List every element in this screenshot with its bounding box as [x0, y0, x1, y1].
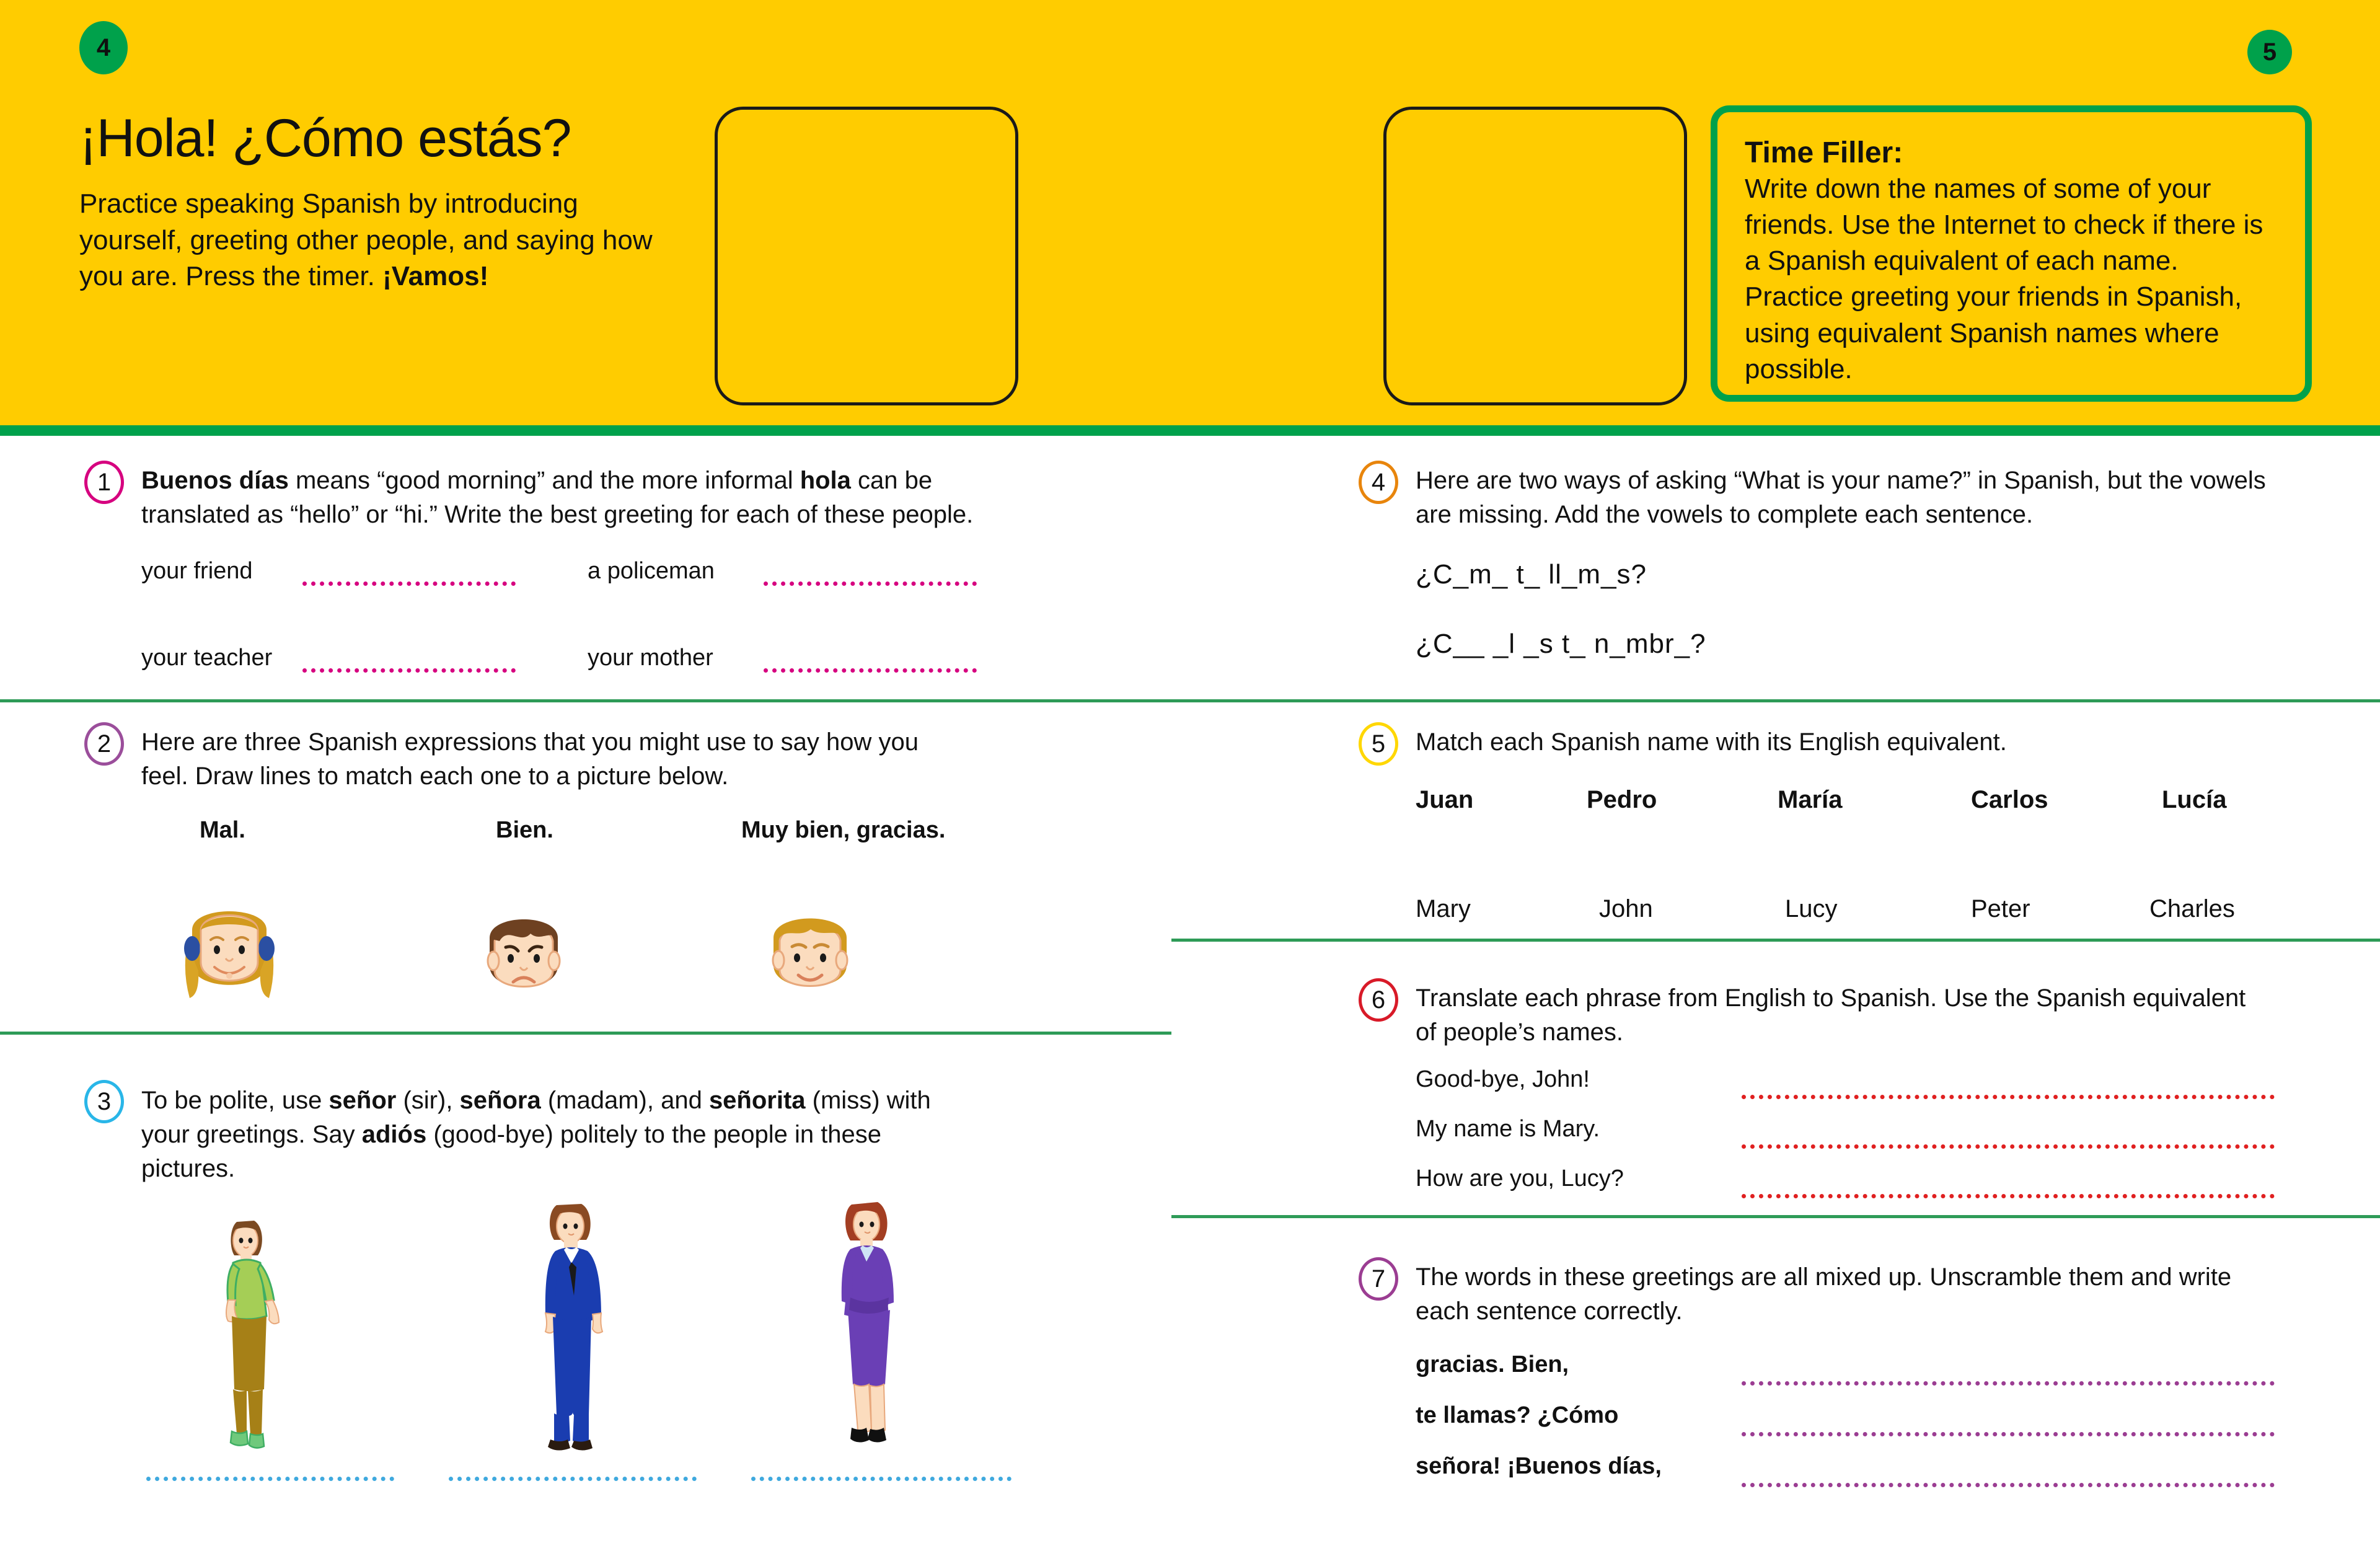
exercise-1-answer-line-1[interactable] [302, 581, 516, 586]
exercise-7-answer-line-3[interactable] [1742, 1483, 2275, 1487]
businessman-figure-icon[interactable] [519, 1196, 625, 1460]
exercise-3-answer-line-2[interactable] [449, 1477, 697, 1481]
header-green-rule [0, 425, 2380, 436]
exercise-1-bold-buenos-dias: Buenos días [141, 467, 289, 494]
exercise-2-prompt: Here are three Spanish expressions that you might use to say how you feel. Draw lines to match each one to a picture below. [141, 728, 919, 790]
page-intro [79, 186, 662, 295]
separator-left-1 [0, 699, 1171, 702]
exercise-6-answer-line-3[interactable] [1742, 1194, 2275, 1198]
time-filler-title: Time Filler: [1745, 136, 1903, 169]
ex3-bold-senora: señora [459, 1087, 541, 1114]
exercise-2-expression-mal: Mal. [200, 817, 245, 843]
exercise-4-sentence-1[interactable]: ¿C_m_ t_ ll_m_s? [1416, 559, 1647, 590]
exercise-5-prompt: Match each Spanish name with its English equivalent. [1416, 728, 2007, 756]
page-number-badge-right [2247, 30, 2292, 74]
exercise-1-answer-line-4[interactable] [764, 668, 977, 673]
exercise-5-spanish-lucia[interactable]: Lucía [2162, 786, 2227, 813]
separator-right-3 [1171, 1215, 2380, 1218]
intro-vamos: ¡Vamos! [382, 261, 489, 292]
ex3-p3: (madam), and [540, 1087, 709, 1114]
exercise-5-english-lucy[interactable]: Lucy [1785, 895, 1838, 922]
separator-right-1 [1171, 699, 2380, 702]
exercise-number-2 [84, 722, 124, 766]
ex3-p1: To be polite, use [141, 1087, 329, 1114]
exercise-number-4-label: 4 [1371, 468, 1386, 496]
exercise-1-prompt-b: can be translated as “hello” or “hi.” Write the best greeting for each of these people. [141, 467, 974, 529]
exercise-5-english-peter[interactable]: Peter [1971, 895, 2030, 922]
exercise-number-3 [84, 1080, 124, 1123]
time-filler-card [1711, 105, 2312, 402]
ex3-bold-senorita: señorita [708, 1087, 806, 1114]
exercise-6-phrase-3: How are you, Lucy? [1416, 1165, 1624, 1192]
exercise-4-prompt: Here are two ways of asking “What is your name?” in Spanish, but the vowels are missing. Add the vowels to complete each sentence. [1416, 467, 2266, 529]
exercise-number-2-label: 2 [97, 730, 112, 758]
exercise-3-answer-line-3[interactable] [751, 1477, 1011, 1481]
exercise-5-spanish-maria[interactable]: María [1778, 786, 1843, 813]
smiling-girl-face-icon[interactable] [174, 905, 285, 1007]
exercise-4-sentence-2[interactable]: ¿C__ _l _s t_ n_mbr_? [1416, 629, 1706, 659]
exercise-number-4 [1359, 461, 1398, 504]
page-number-right: 5 [2262, 38, 2277, 66]
ex3-p5: (good-bye) politely to the people in these pictures. [141, 1121, 882, 1183]
exercise-5-spanish-pedro[interactable]: Pedro [1587, 786, 1657, 813]
exercise-1-answer-line-2[interactable] [764, 581, 977, 586]
exercise-1-label-your-teacher: your teacher [141, 645, 273, 671]
exercise-1-label-a-policeman: a policeman [588, 558, 715, 584]
exercise-7-scrambled-3: señora! ¡Buenos días, [1416, 1453, 1662, 1479]
exercise-7-scrambled-1: gracias. Bien, [1416, 1351, 1569, 1377]
exercise-7-scrambled-2: te llamas? ¿Cómo [1416, 1402, 1619, 1428]
exercise-7-answer-line-1[interactable] [1742, 1381, 2275, 1386]
exercise-6-answer-line-1[interactable] [1742, 1095, 2275, 1099]
casual-woman-figure-icon[interactable] [205, 1212, 304, 1463]
exercise-6-prompt: Translate each phrase from English to Spanish. Use the Spanish equivalent of people’s names. [1416, 984, 2246, 1046]
page-number-left: 4 [96, 33, 111, 61]
ex3-p4: (miss) with your greetings. Say [141, 1087, 931, 1149]
exercise-1-answer-line-3[interactable] [302, 668, 516, 673]
intro-text: Practice speaking Spanish by introducing yourself, greeting other people, and saying how you are. Press the timer. [79, 188, 653, 292]
exercise-1-prompt-a: means “good morning” and the more informal [288, 467, 800, 494]
exercise-3-prompt [141, 1084, 935, 1187]
sticker-placeholder-box-1[interactable] [715, 107, 1018, 405]
exercise-number-7 [1359, 1257, 1398, 1301]
exercise-number-6 [1359, 978, 1398, 1022]
ex3-p2: (sir), [396, 1087, 460, 1114]
exercise-number-7-label: 7 [1371, 1265, 1386, 1293]
exercise-5-english-mary[interactable]: Mary [1416, 895, 1471, 922]
sad-boy-face-icon[interactable] [471, 910, 576, 1009]
exercise-1-bold-hola: hola [800, 467, 851, 494]
exercise-6-phrase-2: My name is Mary. [1416, 1116, 1600, 1142]
exercise-3-answer-line-1[interactable] [146, 1477, 394, 1481]
exercise-5-spanish-juan[interactable]: Juan [1416, 786, 1474, 813]
separator-left-2 [0, 1032, 1171, 1035]
exercise-number-5 [1359, 722, 1398, 766]
page-number-badge-left [79, 21, 128, 74]
ex3-bold-senor: señor [328, 1087, 397, 1114]
exercise-number-6-label: 6 [1371, 986, 1386, 1014]
exercise-7-prompt: The words in these greetings are all mixed up. Unscramble them and write each sentence correctly. [1416, 1263, 2232, 1325]
businesswoman-figure-icon[interactable] [818, 1193, 920, 1460]
separator-right-2 [1171, 939, 2380, 942]
sticker-placeholder-box-2[interactable] [1383, 107, 1687, 405]
exercise-7-answer-line-2[interactable] [1742, 1432, 2275, 1436]
exercise-2-expression-bien: Bien. [496, 817, 553, 843]
happy-boy-face-icon[interactable] [756, 908, 865, 1009]
exercise-1-label-your-friend: your friend [141, 558, 253, 584]
exercise-1-label-your-mother: your mother [588, 645, 713, 671]
ex3-bold-adios: adiós [361, 1121, 427, 1149]
page-title: ¡Hola! ¿Cómo estás? [79, 108, 571, 168]
exercise-5-spanish-carlos[interactable]: Carlos [1971, 786, 2048, 813]
exercise-6-answer-line-2[interactable] [1742, 1144, 2275, 1149]
exercise-number-5-label: 5 [1371, 730, 1386, 758]
exercise-number-3-label: 3 [97, 1087, 112, 1115]
time-filler-body: Write down the names of some of your friends. Use the Internet to check if there is a Spanish equivalent of each name. Practice greeting your friends in Spanish, using equivalent Spanish names where possible. [1745, 174, 2263, 384]
exercise-5-english-john[interactable]: John [1599, 895, 1653, 922]
exercise-2-expression-muy-bien: Muy bien, gracias. [741, 817, 946, 843]
exercise-1-prompt [141, 464, 1021, 532]
exercise-5-english-charles[interactable]: Charles [2149, 895, 2235, 922]
exercise-6-phrase-1: Good-bye, John! [1416, 1066, 1590, 1092]
exercise-number-1 [84, 461, 124, 504]
exercise-number-1-label: 1 [97, 468, 112, 496]
